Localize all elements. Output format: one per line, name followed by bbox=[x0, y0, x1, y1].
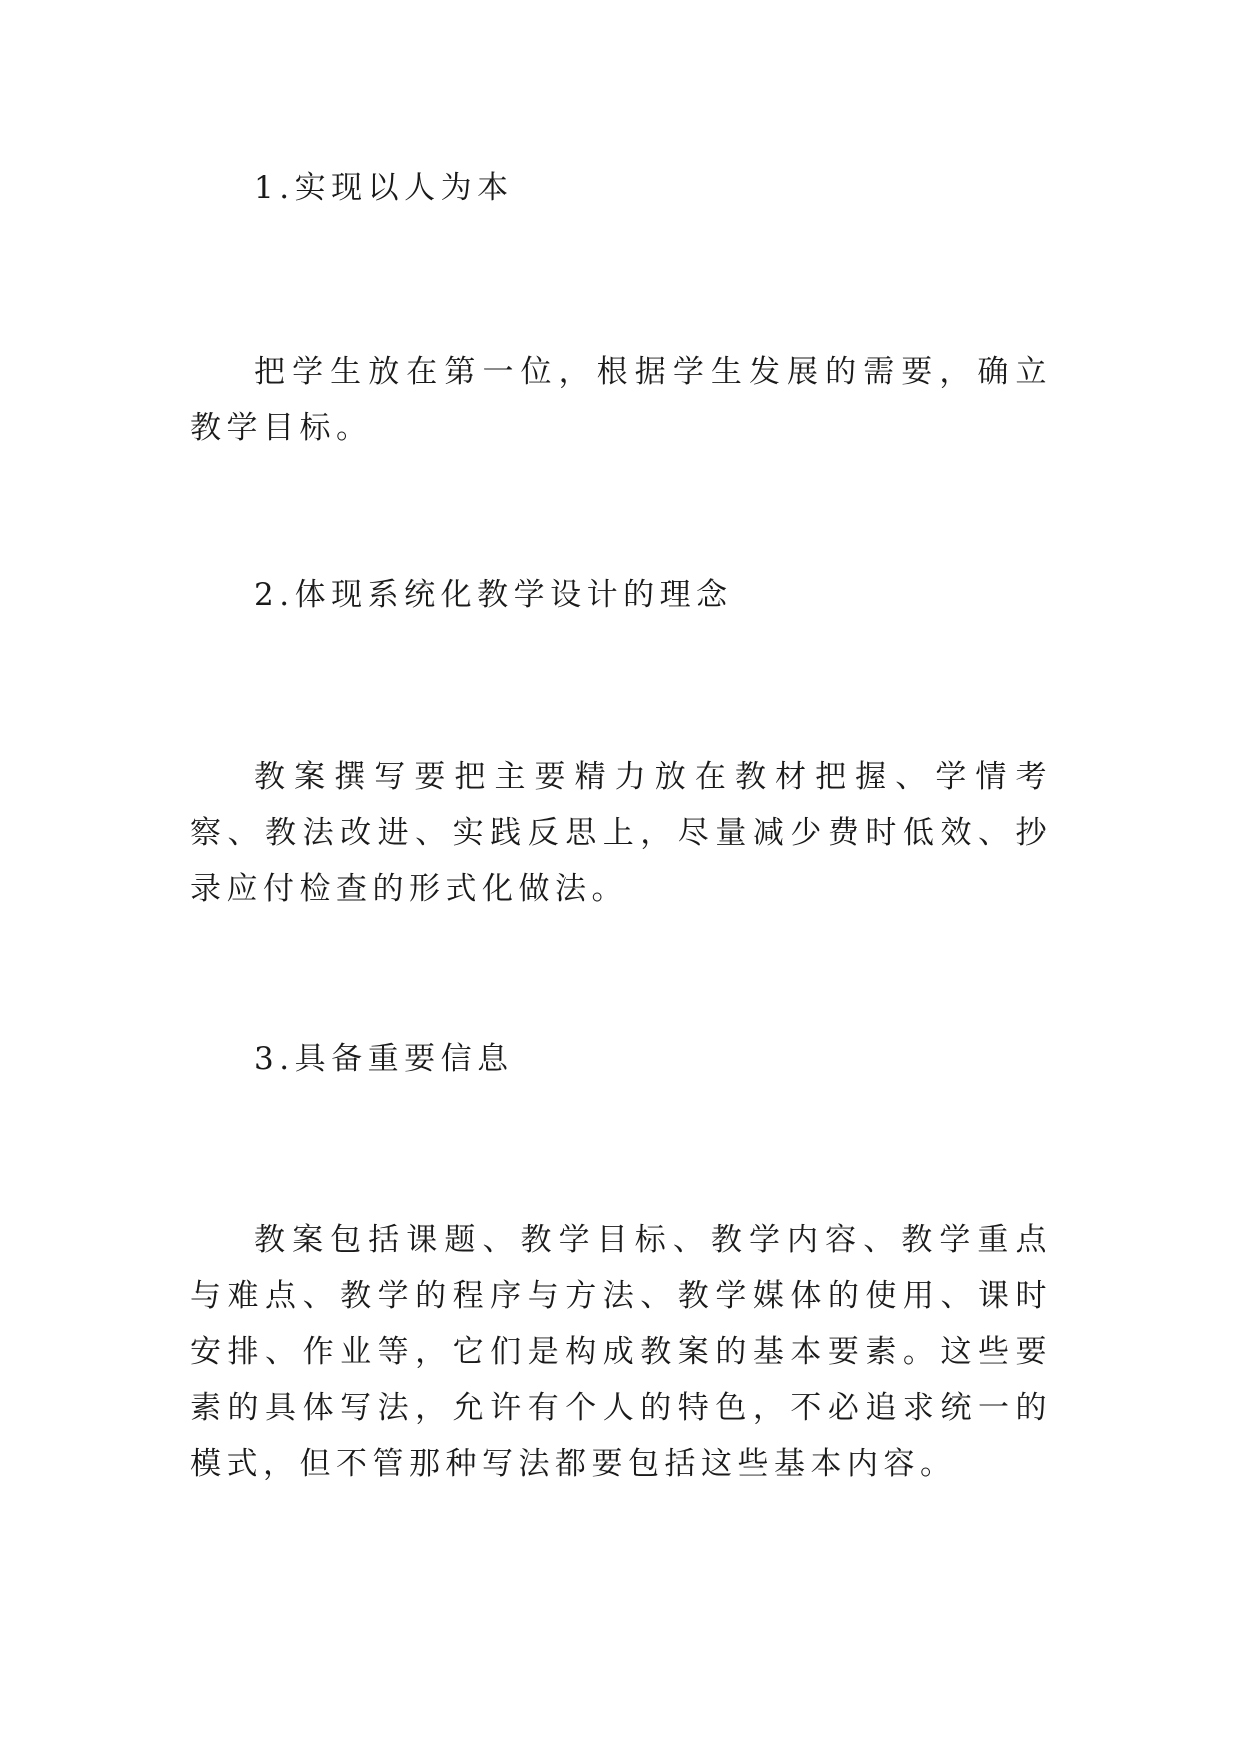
section-paragraph-2: 教案撰写要把主要精力放在教材把握、学情考察、教法改进、实践反思上，尽量减少费时低效、抄录应付检查的形式化做法。 bbox=[190, 759, 1052, 907]
section-heading-3: 3.具备重要信息 bbox=[254, 1041, 514, 1077]
section-paragraph-3: 教案包括课题、教学目标、教学内容、教学重点与难点、教学的程序与方法、教学媒体的使用、课时安排、作业等，它们是构成教案的基本要素。这些要素的具体写法，允许有个人的特色，不必追求统一的模式，但不管那种写法都要包括这些基本内容。 bbox=[190, 1222, 1052, 1482]
section-paragraph-1: 把学生放在第一位，根据学生发展的需要，确立教学目标。 bbox=[190, 354, 1052, 446]
section-heading-1: 1.实现以人为本 bbox=[254, 170, 514, 206]
section-heading-2: 2.体现系统化教学设计的理念 bbox=[254, 577, 733, 613]
